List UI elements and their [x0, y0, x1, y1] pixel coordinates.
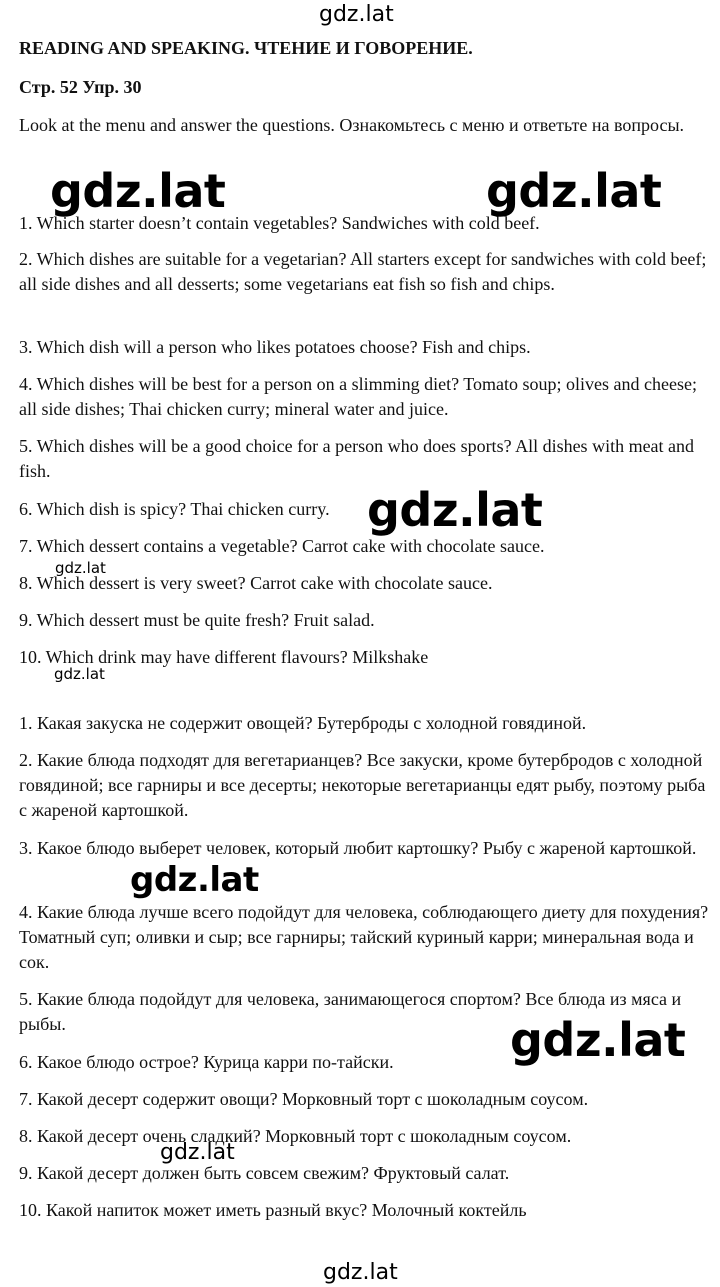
answer-ru-8: 8. Какой десерт очень сладкий? Морковный торт с шоколадным соусом.	[19, 1126, 572, 1146]
watermark: gdz.lat	[50, 164, 226, 218]
watermark-top: gdz.lat	[319, 2, 394, 27]
answer-en-5: 5. Which dishes will be a good choice for a person who does sports? All dishes with meat and fish.	[19, 436, 695, 481]
answer-ru-1: 1. Какая закуска не содержит овощей? Бутерброды с холодной говядиной.	[19, 713, 587, 733]
answer-en-1: 1. Which starter doesn’t contain vegetables? Sandwiches with cold beef.	[19, 213, 540, 233]
answer-en-6: 6. Which dish is spicy? Thai chicken curry.	[19, 499, 330, 519]
answer-ru-5: 5. Какие блюда подойдут для человека, занимающегося спортом? Все блюда из мяса и рыбы.	[19, 989, 682, 1034]
instruction: Look at the menu and answer the questions. Ознакомьтесь с меню и ответьте на вопросы.	[19, 115, 685, 135]
answer-en-9: 9. Which dessert must be quite fresh? Fruit salad.	[19, 610, 375, 630]
answer-ru-7: 7. Какой десерт содержит овощи? Морковный торт с шоколадным соусом.	[19, 1089, 589, 1109]
answer-ru-6: 6. Какое блюдо острое? Курица карри по-тайски.	[19, 1052, 394, 1072]
section-title: READING AND SPEAKING. ЧТЕНИЕ И ГОВОРЕНИЕ.	[19, 38, 473, 58]
watermark: gdz.lat	[54, 665, 105, 683]
watermark: gdz.lat	[367, 483, 543, 537]
answer-en-4: 4. Which dishes will be best for a person on a slimming diet? Tomato soup; olives and cheese; all side dishes; Thai chicken curry; mineral water and juice.	[19, 374, 697, 419]
answer-en-3: 3. Which dish will a person who likes potatoes choose? Fish and chips.	[19, 337, 531, 357]
answer-en-8: 8. Which dessert is very sweet? Carrot cake with chocolate sauce.	[19, 573, 493, 593]
watermark: gdz.lat	[510, 1013, 686, 1067]
answer-en-7: 7. Which dessert contains a vegetable? Carrot cake with chocolate sauce.	[19, 536, 545, 556]
answer-ru-9: 9. Какой десерт должен быть совсем свежим? Фруктовый салат.	[19, 1163, 510, 1183]
answer-ru-10: 10. Какой напиток может иметь разный вкус? Молочный коктейль	[19, 1200, 527, 1220]
watermark-bottom: gdz.lat	[323, 1260, 398, 1285]
exercise-ref: Стр. 52 Упр. 30	[19, 77, 142, 97]
watermark: gdz.lat	[55, 559, 106, 577]
answer-ru-2: 2. Какие блюда подходят для вегетарианцев? Все закуски, кроме бутербродов с холодной говядиной; все гарниры и все десерты; некоторые вегетарианцы едят рыбу, поэтому рыба с жареной картошкой.	[19, 750, 706, 820]
answer-en-2: 2. Which dishes are suitable for a vegetarian? All starters except for sandwiches with cold beef; all side dishes and all desserts; some vegetarians eat fish so fish and chips.	[19, 249, 707, 294]
watermark: gdz.lat	[160, 1140, 235, 1165]
answer-ru-3: 3. Какое блюдо выберет человек, который любит картошку? Рыбу с жареной картошкой.	[19, 838, 697, 858]
answer-ru-4: 4. Какие блюда лучше всего подойдут для человека, соблюдающего диету для похудения? Томатный суп; оливки и сыр; все гарниры; тайский куриный карри; минеральная вода и сок.	[19, 902, 709, 972]
watermark: gdz.lat	[130, 860, 259, 900]
answer-en-10: 10. Which drink may have different flavours? Milkshake	[19, 647, 429, 667]
watermark: gdz.lat	[486, 164, 662, 218]
